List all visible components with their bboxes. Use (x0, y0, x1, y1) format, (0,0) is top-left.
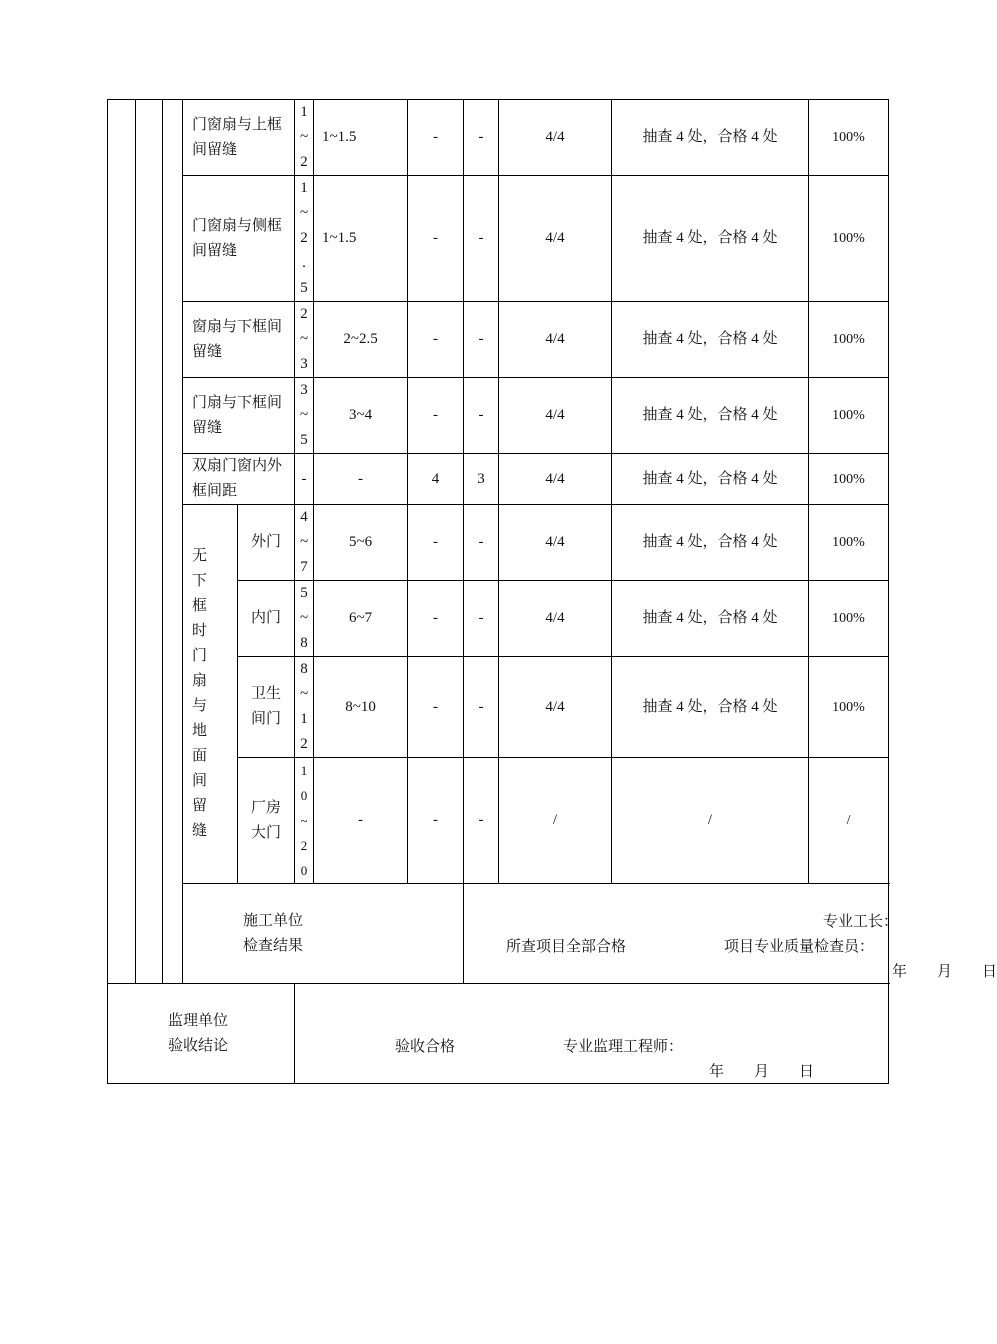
item-label: 窗扇与下框间留缝 (183, 302, 295, 378)
sample-ratio: 4/4 (499, 657, 612, 758)
sample-ratio: 4/4 (499, 100, 612, 176)
allowance-code: 2 ~ 3 (295, 302, 314, 378)
foreman-label: 专业工长： (823, 914, 899, 930)
sample-ratio: 4/4 (499, 176, 612, 302)
standard-value: 3~4 (314, 378, 408, 454)
measure-a: - (408, 302, 464, 378)
standard-value: 1~1.5 (314, 176, 408, 302)
supervision-row (108, 984, 889, 1084)
pass-rate: 100% (809, 581, 889, 657)
measure-b: - (464, 176, 499, 302)
measure-b: - (464, 378, 499, 454)
table-row (108, 505, 889, 581)
table-row (108, 176, 889, 302)
inspection-result: 抽查 4 处，合格 4 处 (612, 454, 809, 505)
inspection-result: 抽查 4 处，合格 4 处 (612, 505, 809, 581)
pass-rate: 100% (809, 100, 889, 176)
allowance-code: 1 0 ~ 2 0 (295, 758, 314, 884)
item-label: 门窗扇与侧框间留缝 (183, 176, 295, 302)
allowance-code: - (295, 454, 314, 505)
sub-item-label: 外门 (238, 505, 295, 581)
measure-a: - (408, 505, 464, 581)
inspection-result: 抽查 4 处，合格 4 处 (612, 176, 809, 302)
sample-ratio: 4/4 (499, 378, 612, 454)
measure-a: - (408, 657, 464, 758)
measure-b: - (464, 581, 499, 657)
sub-item-label: 厂房大门 (238, 758, 295, 884)
pass-rate: 100% (809, 454, 889, 505)
measure-b: - (464, 302, 499, 378)
supervision-label: 监理单位验收结论 (108, 984, 295, 1084)
pass-rate: 100% (809, 378, 889, 454)
sample-ratio: / (499, 758, 612, 884)
supervision-date: 年 月 日 (709, 1064, 815, 1080)
measure-a: - (408, 100, 464, 176)
standard-value: - (314, 454, 408, 505)
allowance-code: 1 ~ 2 . 5 (295, 176, 314, 302)
sub-item-label: 卫生间门 (238, 657, 295, 758)
inspection-result: / (612, 758, 809, 884)
sub-item-label: 内门 (238, 581, 295, 657)
table-row (108, 454, 889, 505)
construction-label: 施工单位检查结果 (183, 884, 464, 984)
standard-value: 2~2.5 (314, 302, 408, 378)
pass-rate: / (809, 758, 889, 884)
blank-col-2 (136, 100, 163, 984)
standard-value: 8~10 (314, 657, 408, 758)
measure-a: 4 (408, 454, 464, 505)
engineer-label: 专业监理工程师： (563, 1039, 684, 1055)
allowance-code: 3 ~ 5 (295, 378, 314, 454)
construction-conclusion: 所查项目全部合格 (506, 939, 627, 955)
inspection-table (107, 99, 997, 1084)
sample-ratio: 4/4 (499, 454, 612, 505)
construction-date: 年 月 日 (892, 964, 997, 980)
measure-a: - (408, 176, 464, 302)
standard-value: 5~6 (314, 505, 408, 581)
inspector-label: 项目专业质量检查员： (724, 939, 875, 955)
standard-value: - (314, 758, 408, 884)
allowance-code: 8 ~ 1 2 (295, 657, 314, 758)
measure-b: 3 (464, 454, 499, 505)
inspection-result: 抽查 4 处，合格 4 处 (612, 378, 809, 454)
item-label: 门窗扇与上框间留缝 (183, 100, 295, 176)
table-row (108, 100, 889, 176)
measure-a: - (408, 758, 464, 884)
allowance-code: 1 ~ 2 (295, 100, 314, 176)
measure-a: - (408, 581, 464, 657)
item-label: 门扇与下框间留缝 (183, 378, 295, 454)
sample-ratio: 4/4 (499, 302, 612, 378)
inspection-result: 抽查 4 处，合格 4 处 (612, 302, 809, 378)
pass-rate: 100% (809, 176, 889, 302)
item-label: 双扇门窗内外框间距 (183, 454, 295, 505)
supervision-conclusion: 验收合格 (395, 1039, 456, 1055)
sample-ratio: 4/4 (499, 505, 612, 581)
group-label: 无下框时门扇与地面间留缝 (183, 505, 238, 884)
standard-value: 1~1.5 (314, 100, 408, 176)
pass-rate: 100% (809, 302, 889, 378)
blank-col-3 (163, 100, 183, 984)
measure-b: - (464, 657, 499, 758)
inspection-result: 抽查 4 处，合格 4 处 (612, 657, 809, 758)
measure-a: - (408, 378, 464, 454)
allowance-code: 5 ~ 8 (295, 581, 314, 657)
inspection-result: 抽查 4 处，合格 4 处 (612, 581, 809, 657)
pass-rate: 100% (809, 657, 889, 758)
table-row (108, 378, 889, 454)
construction-row (108, 884, 889, 984)
allowance-code: 4 ~ 7 (295, 505, 314, 581)
sample-ratio: 4/4 (499, 581, 612, 657)
construction-sign-area (464, 884, 997, 984)
pass-rate: 100% (809, 505, 889, 581)
inspection-result: 抽查 4 处，合格 4 处 (612, 100, 809, 176)
blank-col-1 (108, 100, 136, 984)
measure-b: - (464, 100, 499, 176)
supervision-sign-area (295, 984, 889, 1084)
standard-value: 6~7 (314, 581, 408, 657)
table-row (108, 302, 889, 378)
measure-b: - (464, 505, 499, 581)
measure-b: - (464, 758, 499, 884)
